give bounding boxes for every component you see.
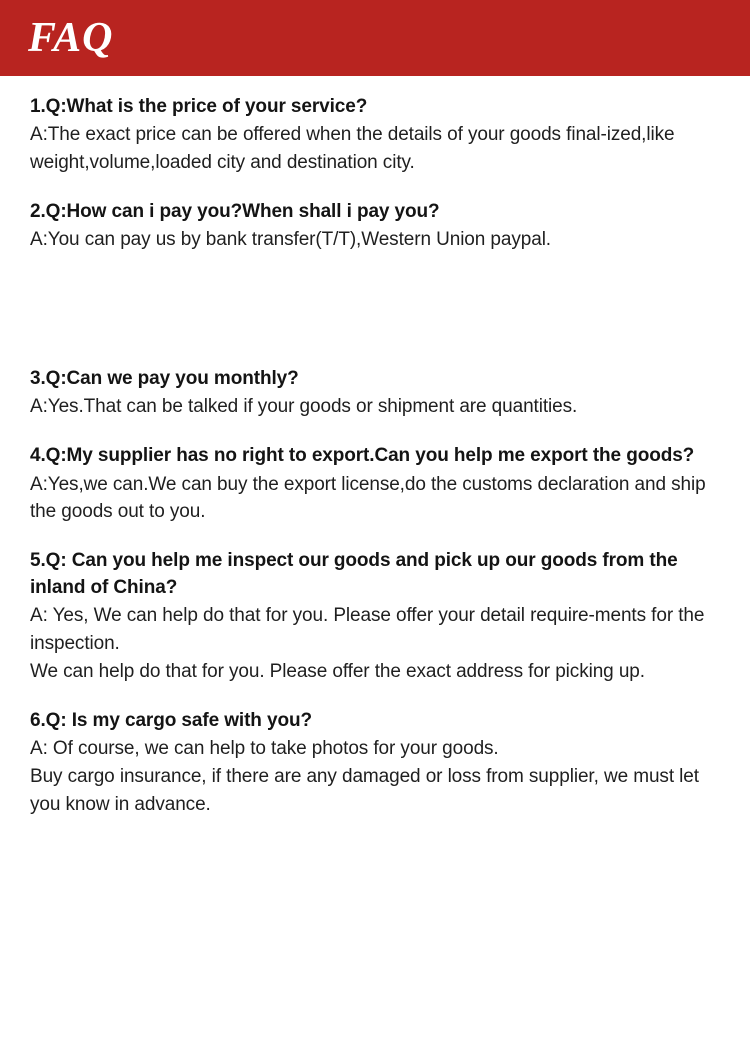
faq-item [30,443,724,526]
faq-answer: A:Yes,we can.We can buy the export license,do the customs declaration and ship the goods out to you. [30,473,706,523]
faq-question: 2.Q:How can i pay you?When shall i pay you? [30,201,440,223]
faq-item [30,199,724,254]
page-title: FAQ [28,15,114,61]
faq-answer: A: Of course, we can help to take photos for your goods. [30,737,499,759]
faq-item [30,708,724,819]
faq-header-banner [0,0,750,76]
faq-question: 5.Q: Can you help me inspect our goods and pick up our goods from the inland of China? [30,550,678,598]
faq-answer: A:The exact price can be offered when the details of your goods final-ized,like weight,volume,loaded city and destination city. [30,124,675,174]
faq-question: 4.Q:My supplier has no right to export.Can you help me export the goods? [30,445,695,467]
faq-answer: We can help do that for you. Please offer the exact address for picking up. [30,660,645,682]
faq-answer: A:You can pay us by bank transfer(T/T),Western Union paypal. [30,229,551,251]
faq-question: 1.Q:What is the price of your service? [30,96,368,117]
faq-answer: A: Yes, We can help do that for you. Please offer your detail require-ments for the inspection. [30,604,705,654]
faq-list [0,76,750,819]
faq-item [30,94,724,177]
faq-answer: A:Yes.That can be talked if your goods or shipment are quantities. [30,396,578,418]
faq-question: 6.Q: Is my cargo safe with you? [30,709,312,731]
faq-item [30,366,724,421]
faq-question: 3.Q:Can we pay you monthly? [30,368,299,390]
faq-answer: Buy cargo insurance, if there are any damaged or loss from supplier, we must let you know in advance. [30,765,699,815]
faq-item [30,548,724,685]
